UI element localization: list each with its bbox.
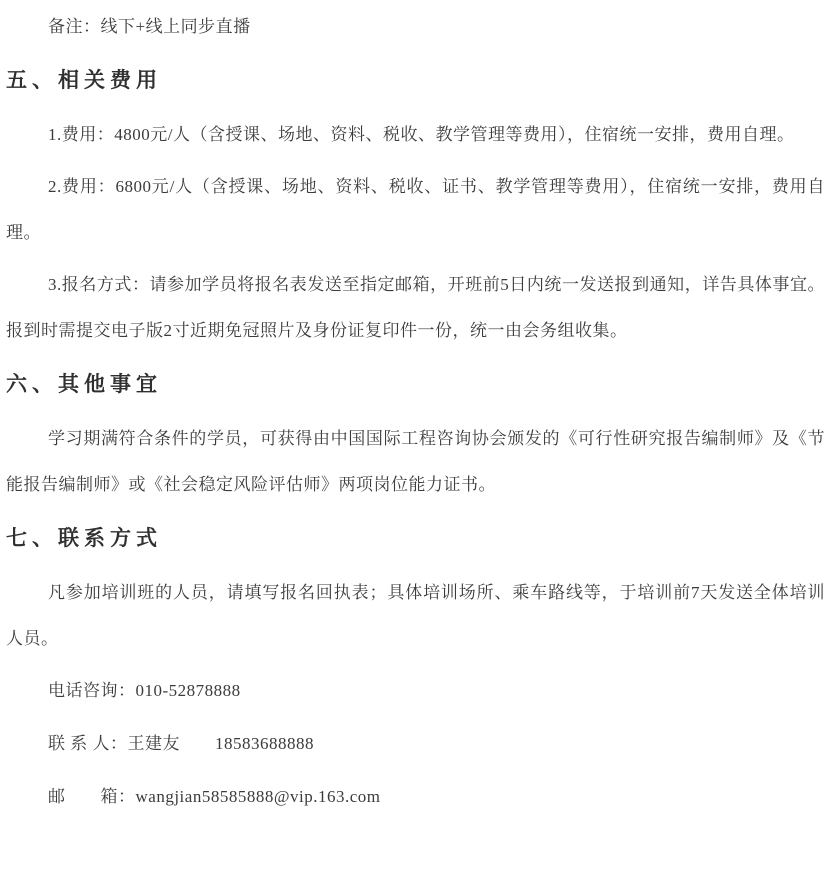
- note-line: 备注：线下+线上同步直播: [48, 17, 251, 36]
- fee-paragraph-6800: 2.费用：6800元/人（含授课、场地、资料、税收、证书、教学管理等费用），住宿统一安排，费用自理。: [6, 177, 825, 242]
- email-line: 邮 箱：wangjian58585888@vip.163.com: [48, 787, 381, 806]
- section-heading-other-matters: 六、其他事宜: [6, 373, 162, 396]
- contact-intro-paragraph: 凡参加培训班的人员，请填写报名回执表；具体培训场所、乘车路线等，于培训前7天发送全体培训人员。: [6, 583, 825, 648]
- contact-person-line: 联 系 人：王建友 18583688888: [48, 734, 314, 753]
- section-heading-contact: 七、联系方式: [6, 527, 162, 550]
- phone-consult-line: 电话咨询：010-52878888: [48, 681, 241, 700]
- fee-paragraph-4800: 1.费用：4800元/人（含授课、场地、资料、税收、教学管理等费用），住宿统一安排，费用自理。: [48, 125, 795, 144]
- registration-method-paragraph: 3.报名方式：请参加学员将报名表发送至指定邮箱，开班前5日内统一发送报到通知，详告具体事宜。报到时需提交电子版2寸近期免冠照片及身份证复印件一份，统一由会务组收集。: [6, 275, 825, 340]
- section-heading-fees: 五、相关费用: [6, 69, 162, 92]
- certificate-paragraph: 学习期满符合条件的学员，可获得由中国国际工程咨询协会颁发的《可行性研究报告编制师》及《节能报告编制师》或《社会稳定风险评估师》两项岗位能力证书。: [6, 429, 825, 494]
